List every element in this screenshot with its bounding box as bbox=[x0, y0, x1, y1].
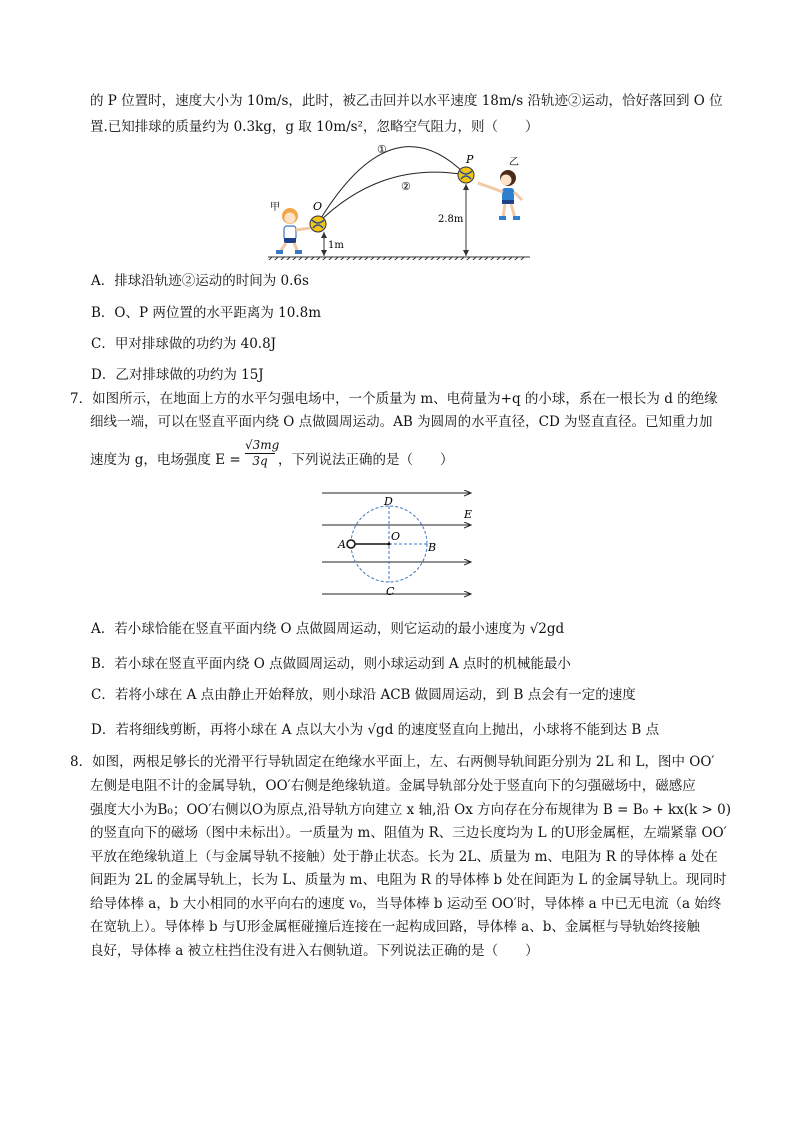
ground bbox=[267, 257, 530, 260]
label-D: D bbox=[384, 495, 393, 508]
q6-option-a: A．排球沿轨迹②运动的时间为 0.6s bbox=[91, 273, 309, 289]
player-jia bbox=[276, 208, 310, 254]
q7-line-3a: 速度为 g，电场强度 E = bbox=[90, 452, 241, 468]
q8-line-9: 良好，导体棒 a 被立柱挡住没有进入右侧轨道。下列说法正确的是（ ） bbox=[90, 943, 539, 959]
electric-field-figure bbox=[0, 485, 794, 600]
height-P-label: 2.8m bbox=[438, 214, 464, 225]
q7-line-1: 7．如图所示，在地面上方的水平匀强电场中，一个质量为 m、电荷量为+q 的小球，系在一根长为 d 的绝缘 bbox=[70, 391, 718, 407]
charged-ball bbox=[347, 540, 355, 548]
q8-line-2: 左侧是电阻不计的金属导轨，OO′右侧是绝缘轨道。金属导轨部分处于竖直向下的匀强磁场中，磁感应 bbox=[90, 778, 696, 794]
label-yi: 乙 bbox=[509, 157, 519, 168]
fraction-denominator: 3q bbox=[252, 454, 268, 468]
label-C: C bbox=[386, 585, 395, 598]
height-O-label: 1m bbox=[328, 240, 344, 251]
q6-option-c: C．甲对排球做的功约为 40.8J bbox=[91, 336, 277, 352]
q7-line-3b: ，下列说法正确的是（ ） bbox=[278, 452, 454, 468]
label-B: B bbox=[428, 541, 437, 554]
q6-option-d: D．乙对排球做的功约为 15J bbox=[91, 367, 264, 383]
ball-P bbox=[458, 167, 474, 183]
field-fraction bbox=[245, 438, 280, 469]
label-A: A bbox=[338, 538, 346, 551]
trajectory-1 bbox=[318, 147, 466, 223]
volleyball-figure bbox=[0, 140, 794, 260]
q7-option-a: A．若小球恰能在竖直平面内绕 O 点做圆周运动，则它运动的最小速度为 √2gd bbox=[91, 621, 565, 637]
fraction-numerator: √3mg bbox=[245, 438, 280, 452]
player-yi bbox=[478, 170, 522, 220]
q8-line-7: 给导体棒 a，b 大小相同的水平向右的速度 v₀，当导体棒 b 运动至 OO′时，导体棒 a 中已无电流（a 始终 bbox=[90, 896, 722, 912]
label-jia: 甲 bbox=[270, 202, 280, 213]
q6-intro-line-1: 的 P 位置时，速度大小为 10m/s，此时，被乙击回并以水平速度 18m/s 沿轨迹②运动，恰好落回到 O 位 bbox=[90, 93, 723, 109]
label-path1: ① bbox=[377, 143, 387, 156]
q8-line-1: 8．如图，两根足够长的光滑平行导轨固定在绝缘水平面上，左、右两侧导轨间距分别为 2L 和 L，图中 OO′ bbox=[70, 754, 715, 770]
q8-line-4: 的竖直向下的磁场（图中未标出）。一质量为 m、阻值为 R、三边长度均为 L 的U形金属框，左端紧靠 OO′ bbox=[90, 825, 727, 841]
q8-line-3: 强度大小为B₀；OO′右侧以O为原点,沿导轨方向建立 x 轴,沿 Ox 方向存在分布规律为 B = B₀ + kx(k > 0) bbox=[90, 802, 731, 818]
label-O-center: O bbox=[391, 530, 401, 543]
q8-line-5: 平放在绝缘轨道上（与金属导轨不接触）处于静止状态。长为 2L、质量为 m、电阻为 R 的导体棒 a 处在 bbox=[90, 849, 718, 865]
q7-line-2: 细线一端，可以在竖直平面内绕 O 点做圆周运动。AB 为圆周的水平直径，CD 为竖直直径。已知重力加 bbox=[90, 414, 713, 430]
q6-option-b: B．O、P 两位置的水平距离为 10.8m bbox=[91, 305, 322, 321]
q7-option-d: D．若将细线剪断，再将小球在 A 点以大小为 √gd 的速度竖直向上抛出，小球将不能到达 B 点 bbox=[91, 722, 660, 738]
label-E: E bbox=[464, 508, 473, 521]
q8-line-6: 间距为 2L 的金属导轨上，长为 L、质量为 m、电阻为 R 的导体棒 b 处在间距为 L 的金属导轨上。现同时 bbox=[90, 872, 727, 888]
q7-option-c: C．若将小球在 A 点由静止开始释放，则小球沿 ACB 做圆周运动，到 B 点会有一定的速度 bbox=[91, 687, 636, 703]
q6-intro-line-2: 置.已知排球的质量约为 0.3kg，g 取 10m/s²，忽略空气阻力，则（ ） bbox=[90, 119, 539, 135]
label-O: O bbox=[313, 200, 323, 213]
ball-O bbox=[310, 216, 326, 232]
label-P: P bbox=[466, 153, 474, 166]
q8-line-8: 在宽轨上）。导体棒 b 与U形金属框碰撞后连接在一起构成回路，导体棒 a、b、金属框与导轨始终接触 bbox=[90, 919, 700, 935]
q7-option-b: B．若小球在竖直平面内绕 O 点做圆周运动，则小球运动到 A 点时的机械能最小 bbox=[91, 656, 571, 672]
label-path2: ② bbox=[401, 180, 411, 193]
